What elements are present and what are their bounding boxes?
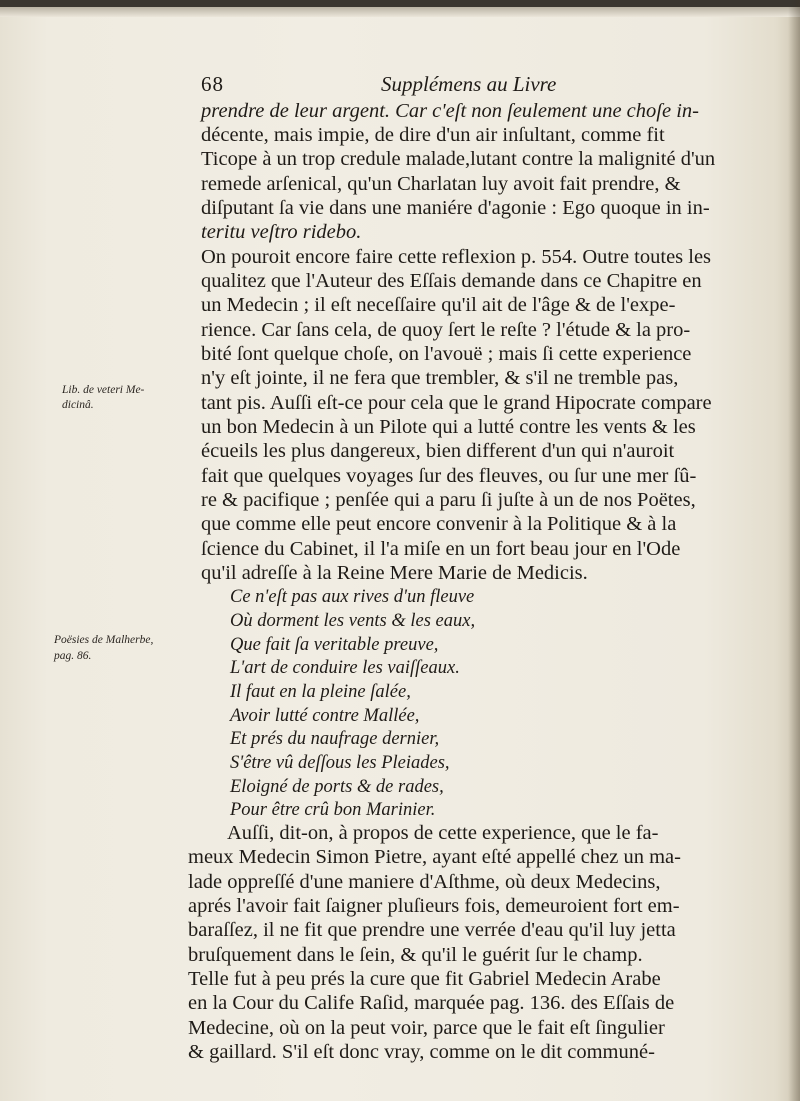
running-title: Supplémens au Livre xyxy=(381,72,557,96)
page-number: 68 xyxy=(201,72,224,96)
verse-line: Ce n'eſt pas aux rives d'un fleuve xyxy=(230,587,475,607)
text-line: aprés l'avoir fait ſaigner pluſieurs fois, demeuroient fort em- xyxy=(188,895,680,917)
verse-line: S'être vû deſſous les Pleiades, xyxy=(230,753,450,773)
text-line: un bon Medecin à un Pilote qui a lutté contre les vents & les xyxy=(201,416,696,438)
text-line: remede arſenical, qu'un Charlatan luy avoit fait prendre, & xyxy=(201,173,681,195)
margin-note-citation: pag. 86. xyxy=(54,650,92,662)
text-line: Telle fut à peu prés la cure que fit Gabriel Medecin Arabe xyxy=(188,968,661,990)
text-line: fait que quelques voyages ſur des fleuves, ou ſur une mer ſû- xyxy=(201,465,697,487)
verse-line: Que fait ſa veritable preuve, xyxy=(230,635,439,655)
text-line: décente, mais impie, de dire d'un air inſultant, comme fit xyxy=(201,124,665,146)
text-line: un Medecin ; il eſt neceſſaire qu'il ait de l'âge & de l'expe- xyxy=(201,294,676,316)
text-line: bruſquement dans le ſein, & qu'il le guérit ſur le champ. xyxy=(188,944,643,966)
text-line: écueils les plus dangereux, bien different d'un qui n'auroit xyxy=(201,440,675,462)
text-line: teritu veſtro ridebo. xyxy=(201,221,362,243)
text-line: diſputant ſa vie dans une maniére d'agonie : Ego quoque in in- xyxy=(201,197,710,219)
page-right-edge xyxy=(788,0,800,1101)
verse-line: Et prés du naufrage dernier, xyxy=(230,729,440,749)
text-line: qu'il adreſſe à la Reine Mere Marie de Medicis. xyxy=(201,562,588,584)
text-line: lade oppreſſé d'une maniere d'Aſthme, où deux Medecins, xyxy=(188,871,661,893)
page-top-edge xyxy=(0,0,800,7)
margin-note-citation: dicinâ. xyxy=(62,399,94,411)
text-line: Ticope à un trop credule malade,lutant contre la malignité d'un xyxy=(201,148,716,170)
text-line: n'y eſt jointe, il ne fera que trembler, & s'il ne tremble pas, xyxy=(201,367,679,389)
text-line: en la Cour du Calife Raſid, marquée pag. 136. des Eſſais de xyxy=(188,992,675,1014)
text-line: rience. Car ſans cela, de quoy ſert le reſte ? l'étude & la pro- xyxy=(201,319,691,341)
text-line: Medecine, où on la peut voir, parce que le fait eſt ſingulier xyxy=(188,1017,665,1039)
text-line: que comme elle peut encore convenir à la Politique & à la xyxy=(201,513,677,535)
margin-note-citation: Lib. de veteri Me- xyxy=(62,384,145,396)
verse-line: Avoir lutté contre Mallée, xyxy=(230,706,420,726)
page-top-shadow xyxy=(0,7,800,17)
text-line: & gaillard. S'il eſt donc vray, comme on le dit communé- xyxy=(188,1041,655,1063)
verse-line: Eloigné de ports & de rades, xyxy=(230,777,444,797)
text-line: meux Medecin Simon Pietre, ayant eſté appellé chez un ma- xyxy=(188,846,681,868)
text-line: On pouroit encore faire cette reflexion p. 554. Outre toutes les xyxy=(201,246,712,268)
verse-line: Pour être crû bon Marinier. xyxy=(230,800,436,820)
margin-note-citation: Poësies de Malherbe, xyxy=(54,634,154,646)
text-line: tant pis. Auſſi eſt-ce pour cela que le grand Hipocrate compare xyxy=(201,392,712,414)
verse-line: Il faut en la pleine ſalée, xyxy=(230,682,411,702)
text-line: ſcience du Cabinet, il l'a miſe en un fort beau jour en l'Ode xyxy=(201,538,681,560)
text-line: prendre de leur argent. Car c'eſt non ſeulement une choſe in- xyxy=(201,100,699,122)
text-line: qualitez que l'Auteur des Eſſais demande dans ce Chapitre en xyxy=(201,270,702,292)
verse-line: L'art de conduire les vaiſſeaux. xyxy=(230,658,460,678)
verse-line: Où dorment les vents & les eaux, xyxy=(230,611,476,631)
text-line: re & pacifique ; penſée qui a paru ſi juſte à un de nos Poëtes, xyxy=(201,489,696,511)
text-line: baraſſez, il ne fit que prendre une verrée d'eau qu'il luy jetta xyxy=(188,919,676,941)
text-line: Auſſi, dit-on, à propos de cette experience, que le fa- xyxy=(227,822,659,844)
text-line: bité ſont quelque choſe, on l'avouë ; mais ſi cette experience xyxy=(201,343,692,365)
